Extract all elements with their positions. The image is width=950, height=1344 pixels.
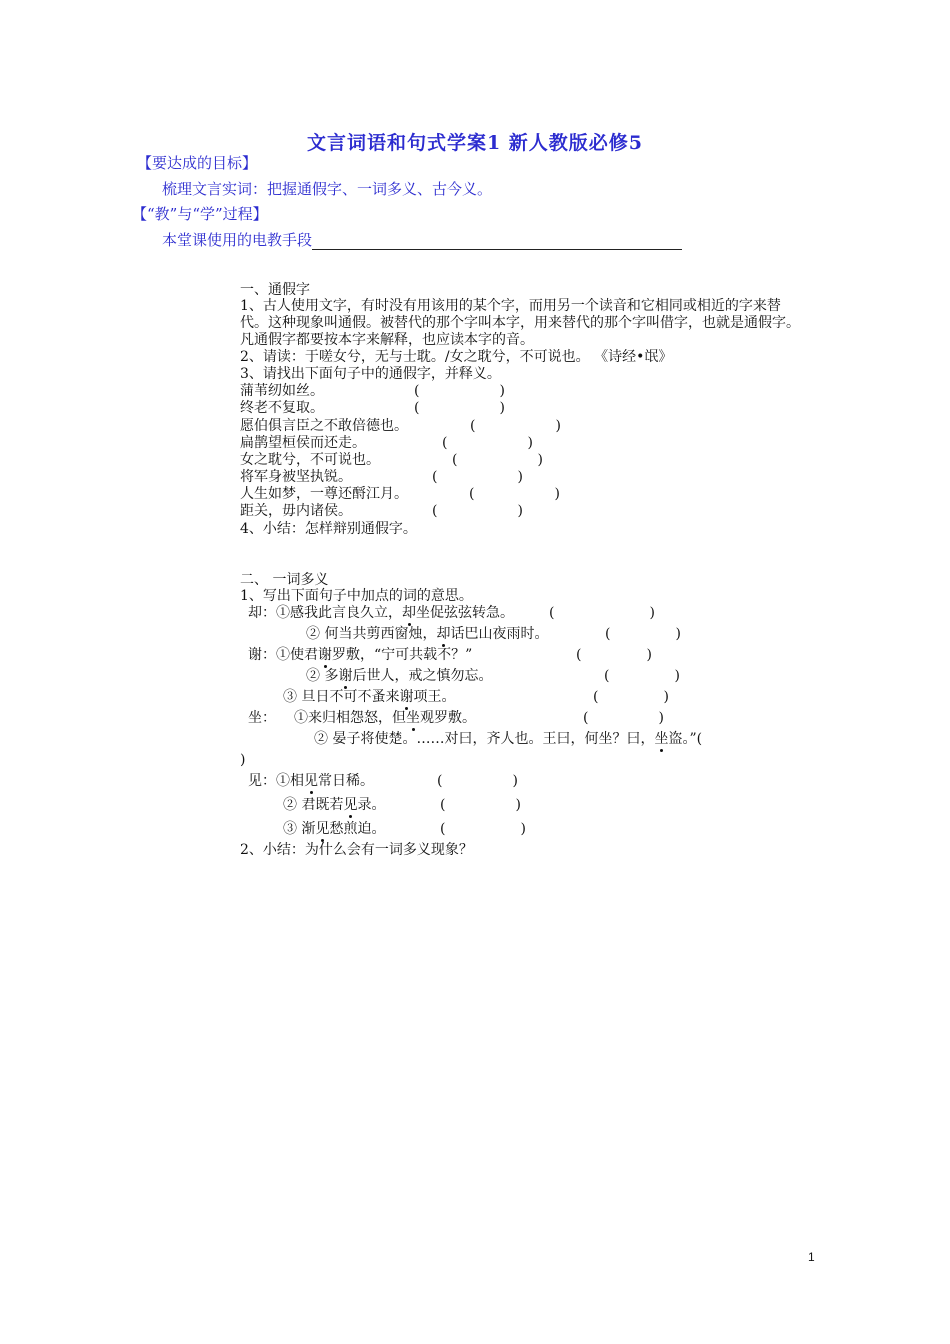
jian-char: 见： [248, 773, 276, 789]
section1-item4: 4、小结：怎样辩别通假字。 [240, 521, 417, 537]
xie-row-3: ③ 旦日不可不蚤来谢项王。 [283, 689, 456, 705]
xie-dot-2: 谢 [338, 668, 353, 684]
xie-row-2: ② 多谢后世人，戒之慎勿忘。 [306, 668, 493, 684]
section2-item1: 1、写出下面句子中加点的词的意思。 [240, 588, 473, 604]
que-dot-1: 却 [402, 605, 416, 621]
zuo-dot-2: 坐 [654, 731, 669, 747]
jian-row-3: ③ 渐见愁煎迫。 [283, 821, 386, 837]
sentence-8: 距关，毋内诸侯。 [240, 503, 352, 519]
xie-row-1: 谢：①使君谢罗敷，“宁可共载不？” [248, 647, 473, 663]
section1-item1: 1、古人使用文字，有时没有用该用的某个字，而用另一个读音和它相同或相近的字来替代。这种现象叫通假。被替代的那个字叫本字，用来替代的那个字叫借字，也就是通假字。凡通假字都要按本字来解释，也应读本字的音。 [240, 298, 800, 348]
media-label: 本堂课使用的电教手段 [162, 231, 313, 249]
answer-paren-2[interactable]: ( ) [414, 400, 505, 416]
page-number: 1 [808, 1250, 815, 1264]
answer-paren-5[interactable]: ( ) [452, 452, 543, 468]
que-row-2: ② 何当共剪西窗烛，却话巴山夜雨时。 [306, 626, 549, 642]
answer-zuo-2-close[interactable]: ) [240, 752, 246, 768]
sentence-6: 将军身被坚执锐。 [240, 469, 352, 485]
answer-jian-1[interactable]: ( ) [437, 773, 518, 789]
zuo-row-1: 坐： ①来归相怨怒，但坐观罗敷。 [248, 710, 476, 726]
xie-dot-3: 谢 [399, 689, 414, 705]
page-title: 文言词语和句式学案1 新人教版必修5 [306, 132, 644, 154]
answer-xie-3[interactable]: ( ) [593, 689, 669, 705]
answer-paren-6[interactable]: ( ) [432, 469, 523, 485]
jian-row-1: 见：①相见常日稀。 [248, 773, 374, 789]
goal-text: 梳理文言实词：把握通假字、一词多义、古今义。 [162, 180, 493, 198]
sentence-2: 终老不复取。 [240, 400, 324, 416]
process-header: 【“教”与“学”过程】 [132, 205, 268, 223]
section2-heading: 二、 一词多义 [240, 572, 329, 588]
xie-dot-1: 谢 [318, 647, 332, 663]
answer-jian-3[interactable]: ( ) [440, 821, 526, 837]
answer-que-1[interactable]: ( ) [549, 605, 655, 621]
que-char: 却： [248, 605, 276, 621]
sentence-1: 蒲苇纫如丝。 [240, 383, 324, 399]
section1-heading: 一、通假字 [240, 282, 310, 298]
que-row-1: 却：①感我此言良久立，却坐促弦弦转急。 [248, 605, 514, 621]
answer-que-2[interactable]: ( ) [605, 626, 681, 642]
zuo-row-2: ② 晏子将使楚。……对曰，齐人也。王曰，何坐？曰，坐盗。”( [314, 731, 703, 747]
jian-dot-1: 见 [304, 773, 318, 789]
answer-xie-2[interactable]: ( ) [604, 668, 680, 684]
answer-xie-1[interactable]: ( ) [576, 647, 652, 663]
section2-item2: 2、小结：为什么会有一词多义现象？ [240, 842, 473, 858]
answer-paren-7[interactable]: ( ) [469, 486, 560, 502]
goal-header: 【要达成的目标】 [137, 154, 258, 172]
que-dot-2: 却 [436, 626, 451, 642]
section1-item2: 2、请读：于嗟女兮，无与士耽。/女之耽兮，不可说也。 《诗经•氓》 [240, 349, 673, 365]
sentence-5: 女之耽兮，不可说也。 [240, 452, 380, 468]
answer-jian-2[interactable]: ( ) [440, 797, 521, 813]
zuo-char: 坐： [248, 710, 276, 726]
section1-item3: 3、请找出下面句子中的通假字，并释义。 [240, 366, 501, 382]
xie-char: 谢： [248, 647, 276, 663]
media-line [162, 229, 682, 250]
sentence-4: 扁鹊望桓侯而还走。 [240, 435, 366, 451]
zuo-dot-1: 坐 [406, 710, 420, 726]
answer-paren-8[interactable]: ( ) [432, 503, 523, 519]
answer-paren-1[interactable]: ( ) [414, 383, 505, 399]
jian-dot-3: 见 [315, 821, 330, 837]
jian-row-2: ② 君既若见录。 [283, 797, 386, 813]
answer-paren-4[interactable]: ( ) [442, 435, 533, 451]
jian-dot-2: 见 [343, 797, 358, 813]
sentence-3: 愿伯俱言臣之不敢倍德也。 [240, 418, 408, 434]
answer-paren-3[interactable]: ( ) [470, 418, 561, 434]
media-blank[interactable] [312, 235, 682, 250]
answer-zuo-1[interactable]: ( ) [583, 710, 664, 726]
sentence-7: 人生如梦，一尊还酹江月。 [240, 486, 408, 502]
